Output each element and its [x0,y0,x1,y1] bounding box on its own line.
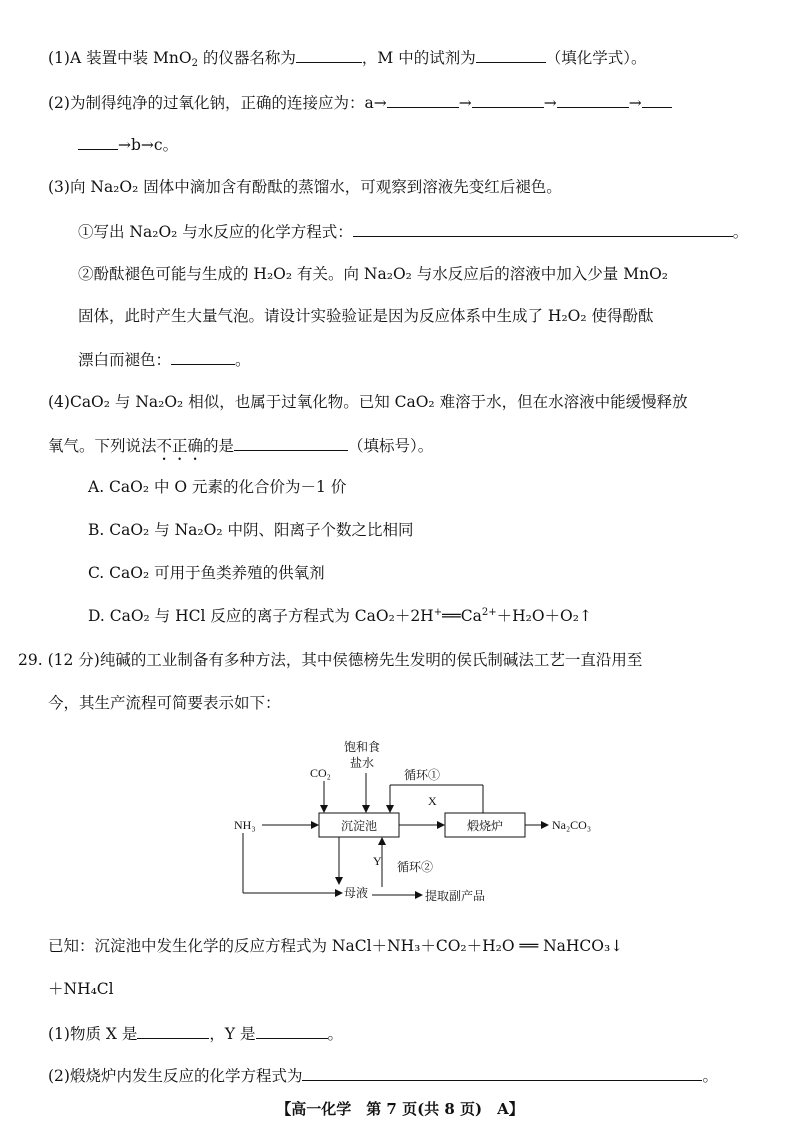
nh3-label: NH₃ [234,818,256,832]
calciner-label: 煅烧炉 [466,819,504,833]
superscript: 2+ [481,607,497,618]
q2-text-a: (2)为制得纯净的过氧化钠，正确的连接应为：a→ [48,94,387,112]
option-d-text: ══Ca [442,607,482,625]
answer-blank[interactable] [171,348,235,365]
q4-l2-text: 氧气。下列说法 [48,437,157,455]
option-d-text: D. CaO₂ 与 HCl 反应的离子方程式为 CaO₂＋2H [88,607,434,625]
question-2 [48,91,672,113]
page-footer: 【高一化学 第 7 页(共 8 页) A】 [276,1100,524,1118]
process-flow-diagram [232,735,602,915]
answer-blank[interactable] [472,91,544,108]
answer-blank[interactable] [78,133,118,150]
question-1 [48,46,646,68]
q3-sub2-l1: ②酚酞褪色可能与生成的 H₂O₂ 有关。向 Na₂O₂ 与水反应后的溶液中加入少量 MnO₂ [78,265,669,283]
q1-sub: 2 [191,58,198,69]
period: 。 [732,223,749,241]
y-label: Y [373,854,382,868]
q4-l1: (4)CaO₂ 与 Na₂O₂ 相似，也属于过氧化物。已知 CaO₂ 难溶于水，但在水溶液中能缓慢释放 [48,393,688,411]
q1-text-b: 的仪器名称为 [197,49,296,67]
q3-sub1-text: ①写出 Na₂O₂ 与水反应的化学方程式： [78,223,353,241]
sub-q2-text: (2)煅烧炉内发生反应的化学方程式为 [48,1067,303,1085]
sub-question-1 [48,1022,343,1044]
sub-q1-text: ，Y 是 [209,1025,256,1043]
q4-l2 [48,434,433,464]
period: 。 [702,1067,718,1085]
q4-l2-text: （填标号）。 [348,437,434,455]
answer-blank[interactable] [302,1064,702,1081]
q3-intro: (3)向 Na₂O₂ 固体中滴加含有酚酞的蒸馏水，可观察到溶液先变红后褪色。 [48,178,562,196]
emphasis-text: 不正确 [156,437,204,455]
q3-sub2-l2: 固体，此时产生大量气泡。请设计实验验证是因为反应体系中生成了 H₂O₂ 使得酚酞 [78,307,654,325]
answer-blank[interactable] [234,434,348,451]
question-2-cont [78,133,178,155]
brine-label-1: 饱和食 [344,740,381,754]
precipitation-tank-label: 沉淀池 [340,819,378,833]
period: 。 [235,351,251,369]
known-l2: ＋NH₄Cl [48,980,114,998]
answer-blank[interactable] [137,1022,209,1039]
cycle-1-label: 循环① [404,768,441,782]
q3-sub1 [78,220,748,242]
answer-blank[interactable] [296,46,362,63]
x-label: X [428,794,437,808]
answer-blank[interactable] [256,1022,328,1039]
q1-text-d: （填化学式）。 [545,49,647,67]
answer-blank[interactable] [387,91,459,108]
q1-text-c: ，M 中的试剂为 [361,49,476,67]
sub-q1-text: 。 [327,1025,344,1043]
cycle-2-label: 循环② [397,860,434,874]
superscript: + [433,607,443,618]
q2-text-b: →b→c。 [118,136,179,154]
option-b: B. CaO₂ 与 Na₂O₂ 中阴、阳离子个数之比相同 [88,521,414,539]
option-d-text: ＋H₂O＋O₂↑ [496,607,592,625]
answer-blank[interactable] [642,91,672,108]
sub-q1-text: (1)物质 X 是 [48,1025,138,1043]
arrow: → [628,94,642,112]
option-d [88,606,592,626]
arrow: → [543,94,557,112]
answer-blank[interactable] [353,220,733,237]
brine-label-2: 盐水 [350,756,375,770]
byproduct-label: 提取副产品 [425,889,486,903]
q29-l2: 今，其生产流程可简要表示如下： [48,694,281,712]
q3-sub2-l3 [78,348,251,370]
q29-l1: 29. (12 分)纯碱的工业制备有多种方法，其中侯德榜先生发明的侯氏制碱法工艺一直沿用至 [18,651,643,669]
answer-blank[interactable] [557,91,629,108]
q4-l2-text: 的是 [203,437,235,455]
co2-label: CO₂ [310,766,331,780]
option-c: C. CaO₂ 可用于鱼类养殖的供氧剂 [88,564,325,582]
mother-liquor-label: 母液 [344,886,369,900]
known-l1: 已知：沉淀池中发生化学的反应方程式为 NaCl＋NH₃＋CO₂＋H₂O ══ NaHCO₃↓ [48,937,624,955]
q1-text-a: (1)A 装置中装 MnO [48,49,192,67]
q3-sub2-l3-text: 漂白而褪色： [78,351,172,369]
na2co3-label: Na₂CO₃ [552,818,592,832]
sub-question-2 [48,1064,718,1086]
option-a: A. CaO₂ 中 O 元素的化合价为－1 价 [88,478,347,496]
arrow: → [458,94,472,112]
answer-blank[interactable] [476,46,546,63]
